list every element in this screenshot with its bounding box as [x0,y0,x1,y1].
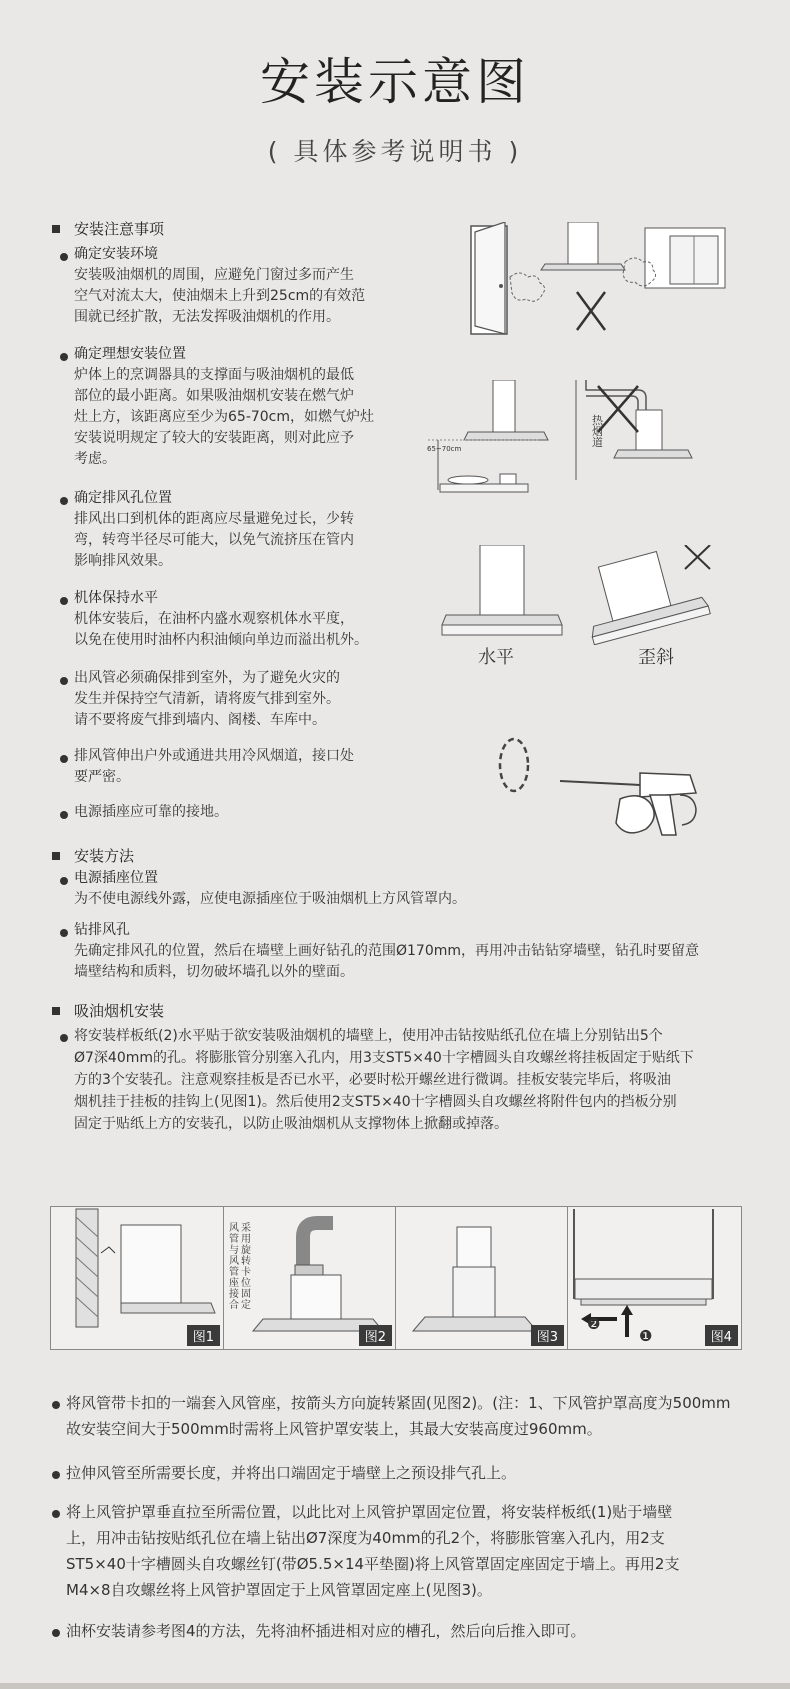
fig4-marker-1: ❶ [639,1327,653,1345]
install-line: 将安装样板纸(2)水平贴于欲安装吸油烟机的墙壁上，使用冲击钻按贴纸孔位在墙上分别钻出5个 [74,1028,663,1044]
note-line: 考虑。 [74,451,116,467]
install-item-1 [74,1025,694,1135]
note-item-3 [74,488,354,572]
diagram-level [440,545,740,645]
note-line: 请不要将废气排到墙内、阁楼、车库中。 [74,712,326,728]
page-subtitle: ( 具体参考说明书 ) [267,137,523,166]
diagram-environment [465,222,745,342]
note-head: 机体保持水平 [74,590,158,606]
note-line: 安装说明规定了较大的安装距离，则对此应予 [74,430,354,446]
note-line: 围就已经扩散，无法发挥吸油烟机的作用。 [74,309,340,325]
note-head: 确定安装环境 [74,246,158,262]
item-bullet [52,1401,60,1409]
install-line: 方的3个安装孔。注意观察挂板是否已水平，必要时松开螺丝进行微调。挂板安装完毕后，将吸油 [74,1072,671,1088]
method-item-2 [74,920,699,983]
note-line: 要严密。 [74,769,130,785]
section-bullet [52,225,60,233]
duct-item-4 [66,1618,586,1644]
section-heading-method: 安装方法 [74,847,135,865]
duct-line: 将风管带卡扣的一端套入风管座，按箭头方向旋转紧固(见图2)。(注：1、下风管护罩高度为500mm [66,1394,731,1412]
note-line: 以免在使用时油杯内积油倾向单边而溢出机外。 [74,632,368,648]
item-bullet [60,929,68,937]
note-line: 部位的最小距离。如果吸油烟机安装在燃气炉 [74,388,354,404]
flue-label: 热烟道 [592,414,603,449]
install-line: 烟机挂于挂板的挂钩上(见图1)。然后使用2支ST5×40十字槽圆头自攻螺丝将附件包内的挡板分别 [74,1094,677,1110]
duct-line: 将上风管护罩垂直拉至所需位置，以此比对上风管护罩固定位置，将安装样板纸(1)贴于墙壁 [66,1503,673,1521]
duct-line: 油杯安装请参考图4的方法，先将油杯插进相对应的槽孔，然后向后推入即可。 [66,1622,586,1640]
method-line: 为不使电源线外露，应使电源插座位于吸油烟机上方风管罩内。 [74,891,466,907]
item-bullet [60,1034,68,1042]
section-bullet [52,1007,60,1015]
note-line: 灶上方，该距离应至少为65-70cm，如燃气炉灶 [74,409,375,425]
item-bullet [60,755,68,763]
note-head: 确定排风孔位置 [74,490,172,506]
page-title: 安装示意图 [260,53,530,111]
diagram-position [428,380,748,512]
duct-item-1 [66,1390,731,1442]
note-line: 排风管伸出户外或通进共用冷风烟道，接口处 [74,748,354,764]
bottom-rule [0,1683,790,1689]
item-bullet [60,677,68,685]
note-line: 安装吸油烟机的周围，应避免门窗过多而产生 [74,267,354,283]
note-line: 空气对流太大，使油烟未上升到25cm的有效范 [74,288,366,304]
duct-line: 拉伸风管至所需要长度，并将出口端固定于墙壁上之预设排气孔上。 [66,1464,517,1482]
figure-1-label: 图1 [187,1325,220,1346]
note-line: 炉体上的烹调器具的支撑面与吸油烟机的最低 [74,367,354,383]
duct-item-2 [66,1460,516,1486]
note-line: 机体安装后，在油杯内盛水观察机体水平度， [74,611,354,627]
note-line: 影响排风效果。 [74,553,172,569]
figure-4 [567,1207,741,1349]
note-line: 出风管必须确保排到室外，为了避免火灾的 [74,670,340,686]
note-item-6 [74,746,354,788]
figure-1 [51,1207,224,1349]
method-line: 先确定排风孔的位置，然后在墙壁上画好钻孔的范围Ø170mm，再用冲击钻钻穿墙壁，钻孔时要留意 [74,943,700,959]
duct-line: M4×8自攻螺丝将上风管护罩固定于上风管罩固定座上(见图3)。 [66,1581,492,1599]
item-bullet [52,1510,60,1518]
note-line: 电源插座应可靠的接地。 [74,804,228,820]
tilt-caption: 歪斜 [638,647,674,668]
figure-2-label: 图2 [359,1325,392,1346]
fig2-note-a: 采用旋转卡位固定 [241,1223,251,1311]
note-item-1 [74,244,365,328]
note-line: 弯，转弯半径尽可能大，以免气流挤压在管内 [74,532,354,548]
fig4-marker-2: ❷ [587,1315,601,1333]
item-bullet [60,497,68,505]
figure-3-label: 图3 [531,1325,564,1346]
duct-item-3 [66,1499,679,1603]
figure-2 [223,1207,396,1349]
duct-line: 上，用冲击钻按贴纸孔位在墙上钻出Ø7深度为40mm的孔2个，将膨胀管塞入孔内，用2支 [66,1529,665,1547]
height-label: 65~70cm [427,445,462,453]
note-item-5 [74,668,340,731]
section-heading-notes: 安装注意事项 [74,220,165,238]
note-line: 排风出口到机体的距离应尽量避免过长，少转 [74,511,354,527]
item-bullet [52,1471,60,1479]
method-line: 墙壁结构和质料，切勿破坏墙孔以外的壁面。 [74,964,354,980]
duct-line: ST5×40十字槽圆头自攻螺丝钉(带Ø5.5×14平垫圈)将上风管罩固定座固定于墙上。再用2支 [66,1555,680,1573]
item-bullet [60,253,68,261]
note-item-2 [74,344,374,470]
note-line: 发生并保持空气清新，请将废气排到室外。 [74,691,340,707]
item-bullet [60,353,68,361]
note-head: 确定理想安装位置 [74,346,186,362]
item-bullet [60,811,68,819]
figure-3 [395,1207,568,1349]
section-heading-install: 吸油烟机安装 [74,1002,165,1020]
item-bullet [52,1629,60,1637]
item-bullet [60,877,68,885]
install-line: 固定于贴纸上方的安装孔，以防止吸油烟机从支撑物体上掀翻或掉落。 [74,1116,508,1132]
note-item-7 [74,802,228,823]
fig2-note-b: 风管与风管座接合 [229,1223,239,1311]
duct-line: 故安装空间大于500mm时需将上风管护罩安装上，其最大安装高度过960mm。 [66,1420,602,1438]
method-head: 电源插座位置 [74,870,158,886]
note-item-4 [74,588,368,651]
figure-4-label: 图4 [705,1325,738,1346]
level-caption: 水平 [478,647,514,668]
install-line: Ø7深40mm的孔。将膨胀管分别塞入孔内，用3支ST5×40十字槽圆头自攻螺丝将挂板固定于贴纸下 [74,1050,694,1066]
section-bullet [52,852,60,860]
diagram-drill [490,735,700,850]
method-head: 钻排风孔 [74,922,130,938]
figure-strip [50,1206,742,1350]
method-item-1 [74,868,466,910]
item-bullet [60,597,68,605]
